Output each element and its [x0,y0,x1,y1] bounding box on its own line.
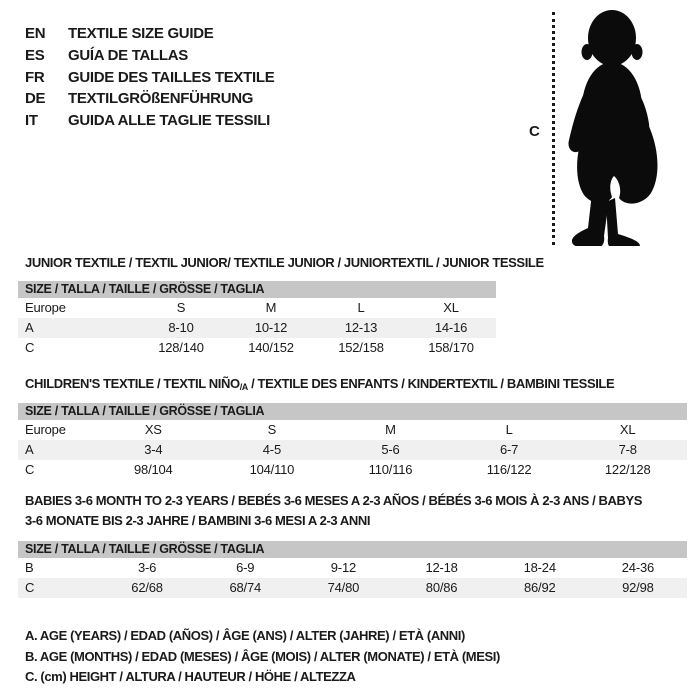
age-cell: 14-16 [434,320,468,335]
children-size-table [18,403,687,480]
age-cell: 18-24 [523,560,556,575]
table-row [18,338,496,358]
size-cell: S [267,422,277,437]
height-cell: 104/110 [249,462,295,477]
row-label: B [25,560,34,575]
height-cell: 86/92 [523,580,556,595]
title-text: / TEXTILE DES ENFANTS / KINDERTEXTIL / BAMBINI TESSILE [247,376,615,391]
language-row [25,88,274,110]
guide-title-fr: GUIDE DES TAILLES TEXTILE [68,68,275,86]
age-cell: 12-18 [425,560,458,575]
size-header-bar: SIZE / TALLA / TAILLE / GRÖSSE / TAGLIA [18,541,687,558]
note-age-months: B. AGE (MONTHS) / EDAD (MESES) / ÂGE (MOIS) / ALTER (MONATE) / ETÀ (MESI) [25,648,500,664]
size-cell: S [176,300,186,315]
babies-size-table [18,541,687,598]
title-subscript: /A [239,382,248,392]
table-row [18,420,687,440]
row-label: C [25,340,35,355]
language-row [25,66,274,88]
height-cell: 122/128 [604,462,651,477]
height-cell: 74/80 [327,580,360,595]
height-cell: 128/140 [158,340,204,355]
language-code: IT [25,112,38,130]
age-cell: 10-12 [254,320,288,335]
size-cell: L [357,300,365,315]
age-cell: 7-8 [618,442,637,457]
age-cell: 12-13 [344,320,378,335]
row-label: Europe [25,300,66,315]
height-cell: 158/170 [428,340,474,355]
note-height: C. (cm) HEIGHT / ALTURA / HAUTEUR / HÖHE / ALTEZZA [25,669,356,685]
size-cell: XL [443,300,459,315]
age-cell: 5-6 [381,442,400,457]
height-cell: 92/98 [622,580,654,595]
guide-title-it: GUIDA ALLE TAGLIE TESSILI [68,112,270,130]
table-row [18,558,687,578]
language-code: FR [25,68,45,86]
height-cell: 68/74 [229,580,262,595]
age-cell: 24-36 [621,560,655,575]
legend-notes [25,626,500,688]
age-cell: 6-9 [236,560,255,575]
row-label: Europe [25,422,66,437]
table-row [18,318,496,338]
guide-title-en: TEXTILE SIZE GUIDE [68,25,214,43]
height-cell: 116/122 [486,462,532,477]
language-code: EN [25,25,46,43]
language-title-list [25,23,274,131]
age-cell: 3-4 [144,442,163,457]
babies-table-title: BABIES 3-6 MONTH TO 2-3 YEARS / BEBÉS 3-6 MESES A 2-3 AÑOS / BÉBÉS 3-6 MOIS À 2-3 ANS / BABYS 3-6 MONATE BIS 2-3 JAHRE / BAMBINI 3-6 MESI A 2-3 ANNI [25,493,643,528]
title-text: CHILDREN'S TEXTILE / TEXTIL NIÑO [25,376,240,391]
row-label: C [25,462,35,477]
junior-table-title: JUNIOR TEXTILE / TEXTIL JUNIOR/ TEXTILE JUNIOR / JUNIORTEXTIL / JUNIOR TESSILE [25,255,544,270]
table-row [18,460,687,480]
height-cell: 140/152 [248,340,294,355]
language-row [25,110,274,132]
guide-title-de: TEXTILGRÖßENFÜHRUNG [68,90,254,108]
table-row [18,298,496,318]
age-cell: 8-10 [168,320,194,335]
size-header-bar: SIZE / TALLA / TAILLE / GRÖSSE / TAGLIA [18,403,687,420]
children-table-title [25,374,614,397]
language-code: DE [25,90,46,108]
row-label: A [25,320,34,335]
age-cell: 3-6 [137,560,157,575]
age-cell: 4-5 [262,442,281,457]
height-cell: 110/116 [368,462,413,477]
height-cell: 152/158 [338,340,384,355]
age-cell: 9-12 [330,560,357,575]
language-code: ES [25,47,45,65]
row-label: C [25,580,35,595]
height-measure-label: C [529,123,540,140]
junior-size-table [18,281,496,358]
table-row [18,440,687,460]
size-cell: M [385,422,396,437]
size-cell: L [505,422,513,437]
age-cell: 6-7 [499,442,519,457]
note-age-years: A. AGE (YEARS) / EDAD (AÑOS) / ÂGE (ANS) / ALTER (JAHRE) / ETÀ (ANNI) [25,628,465,643]
height-measure-dotted-line [552,12,555,245]
table-row [18,578,687,598]
guide-title-es: GUÍA DE TALLAS [68,47,188,65]
language-row [25,23,274,45]
row-label: A [25,442,34,457]
size-cell: XS [144,422,162,437]
height-cell: 98/104 [134,462,173,477]
size-cell: XL [619,422,636,437]
size-header-bar: SIZE / TALLA / TAILLE / GRÖSSE / TAGLIA [18,281,496,298]
toddler-silhouette-icon [562,8,662,246]
language-row [25,45,274,67]
size-cell: M [265,300,277,315]
height-cell: 80/86 [425,580,458,595]
height-cell: 62/68 [131,580,163,595]
